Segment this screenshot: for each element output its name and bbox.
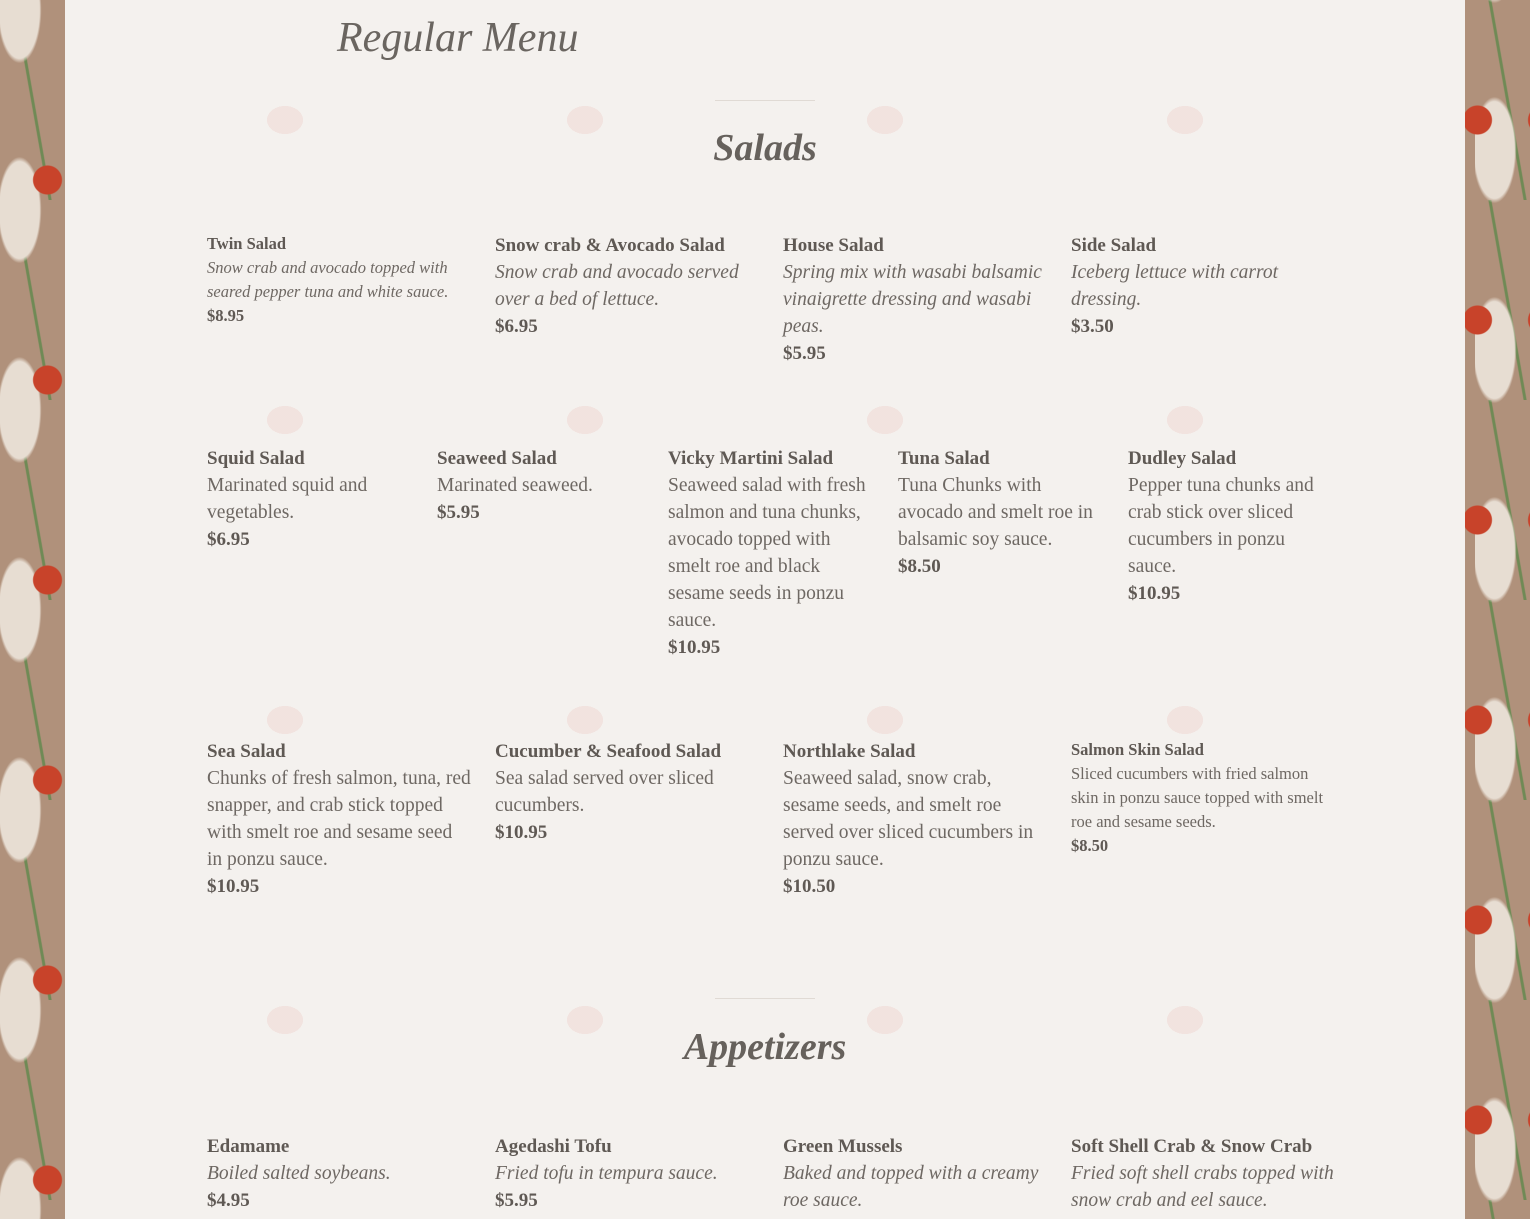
menu-item-name: Green Mussels [783,1136,903,1157]
menu-item-name: Side Salad [1071,235,1157,256]
menu-item-description: Iceberg lettuce with carrot dressing. [1071,262,1279,310]
menu-item [783,738,1048,900]
menu-item-price: $6.95 [207,529,250,550]
menu-item-price: $10.95 [495,822,548,843]
menu-item-price: $4.95 [207,1190,250,1211]
menu-item-name: Tuna Salad [898,448,990,469]
menu-item-description: Seaweed salad with fresh salmon and tuna chunks, avocado topped with smelt roe and black sesame seeds in ponzu sauce. [668,475,866,631]
menu-item [495,1133,760,1214]
menu-item [668,445,873,661]
menu-item-name: Squid Salad [207,448,305,469]
menu-item-name: Cucumber & Seafood Salad [495,741,722,762]
menu-item-name: Vicky Martini Salad [668,448,834,469]
menu-item-description: Boiled salted soybeans. [207,1163,391,1184]
menu-item-description: Sea salad served over sliced cucumbers. [495,768,714,816]
menu-item-description: Snow crab and avocado topped with seared pepper tuna and white sauce. [207,258,449,301]
menu-item-name: Twin Salad [207,234,287,253]
menu-item [495,738,760,846]
menu-item-price: $6.95 [495,316,538,337]
menu-item-name: Northlake Salad [783,741,916,762]
menu-item [1071,1133,1336,1214]
menu-item-price: $10.95 [1128,583,1181,604]
menu-item-price: $8.50 [898,556,941,577]
menu-item-description: Baked and topped with a creamy roe sauce. [783,1163,1039,1211]
menu-item [495,232,760,340]
menu-item [1128,445,1333,607]
menu-item [1071,738,1336,858]
menu-item-price: $8.95 [207,306,245,325]
menu-item-price: $8.50 [1071,836,1109,855]
menu-panel [65,0,1465,1219]
menu-item-price: $10.95 [207,876,260,897]
menu-item-description: Seaweed salad, snow crab, sesame seeds, and smelt roe served over sliced cucumbers in ponzu sauce. [783,768,1034,870]
menu-item-description: Fried tofu in tempura sauce. [495,1163,718,1184]
menu-item [207,1133,472,1214]
menu-item [783,232,1048,367]
menu-item [437,445,642,526]
menu-item-description: Marinated seaweed. [437,475,593,496]
menu-item-price: $10.50 [783,876,836,897]
menu-item-description: Tuna Chunks with avocado and smelt roe in balsamic soy sauce. [898,475,1093,550]
menu-item-name: Snow crab & Avocado Salad [495,235,725,256]
menu-item-description: Pepper tuna chunks and crab stick over sliced cucumbers in ponzu sauce. [1128,475,1314,577]
section-title-salads: Salads [713,127,817,169]
menu-item [207,738,472,900]
divider [715,100,815,101]
menu-item-description: Sliced cucumbers with fried salmon skin in ponzu sauce topped with smelt roe and sesame seeds. [1071,764,1324,831]
menu-item-description: Spring mix with wasabi balsamic vinaigrette dressing and wasabi peas. [783,262,1042,337]
menu-item [207,232,472,328]
menu-item-name: Soft Shell Crab & Snow Crab [1071,1136,1313,1157]
menu-item-name: House Salad [783,235,884,256]
menu-item-price: $3.50 [1071,316,1114,337]
menu-item-name: Agedashi Tofu [495,1136,612,1157]
menu-item [898,445,1103,580]
menu-item-price: $5.95 [495,1190,538,1211]
menu-item-name: Salmon Skin Salad [1071,740,1204,759]
menu-item-name: Seaweed Salad [437,448,557,469]
floral-border-right [1465,0,1530,1219]
menu-item-price: $5.95 [783,343,826,364]
menu-item-name: Sea Salad [207,741,286,762]
menu-item-description: Chunks of fresh salmon, tuna, red snapper, and crab stick topped with smelt roe and sesame seed in ponzu sauce. [207,768,471,870]
menu-item-name: Edamame [207,1136,290,1157]
divider [715,998,815,999]
menu-item-name: Dudley Salad [1128,448,1237,469]
menu-item-price: $5.95 [437,502,480,523]
menu-item [1071,232,1336,340]
menu-item [783,1133,1048,1214]
page-title: Regular Menu [337,15,579,61]
section-title-appetizers: Appetizers [683,1026,847,1068]
menu-item-description: Snow crab and avocado served over a bed of lettuce. [495,262,739,310]
menu-item [207,445,412,553]
menu-item-price: $10.95 [668,637,721,658]
floral-border-left [0,0,65,1219]
menu-item-description: Marinated squid and vegetables. [207,475,368,523]
menu-item-description: Fried soft shell crabs topped with snow crab and eel sauce. [1071,1163,1334,1211]
